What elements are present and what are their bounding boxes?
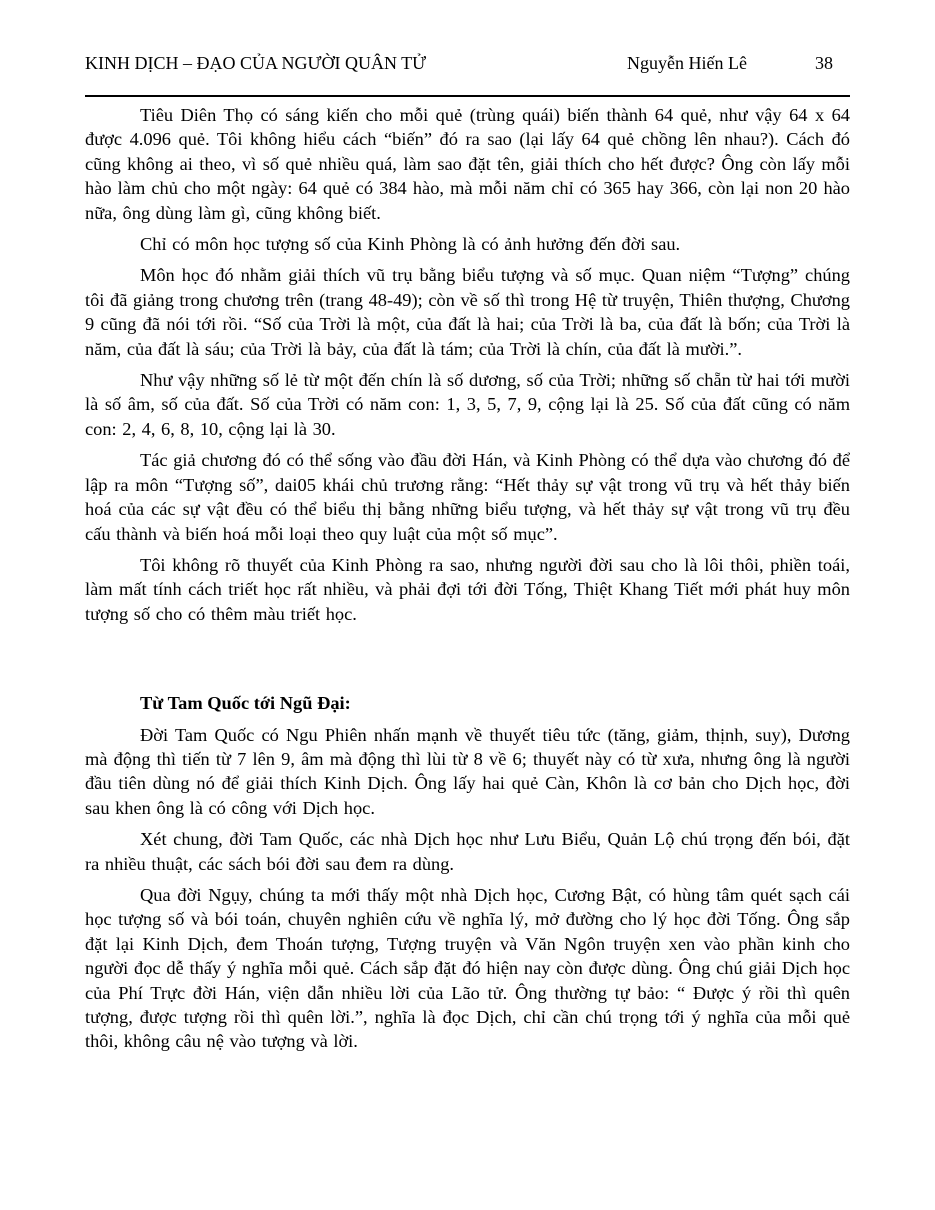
paragraph-tieu-dien-tho: Tiêu Diên Thọ có sáng kiến cho mỗi quẻ (trùng quái) biến thành 64 quẻ, như vậy 64 x 64 được 4.096 quẻ. Tôi không hiểu cách “biến” đó ra sao (lại lấy 64 quẻ chồng lên nhau?). Cách đó cũng không ai theo, vì số quẻ nhiều quá, làm sao đặt tên, giải thích cho hết được? Ông còn lấy mỗi hào làm chủ cho một ngày: 64 quẻ có 384 hào, mà mỗi năm chỉ có 365 hay 366, còn lại non 20 hào nữa, ông dùng làm gì, cũng không biết.: [85, 105, 850, 223]
header-rule: [85, 95, 850, 97]
paragraph-tac-gia-chuong-do: Tác giả chương đó có thể sống vào đầu đời Hán, và Kinh Phòng có thể dựa vào chương đó để lập ra môn “Tượng số”, dai05 khái chủ trương rằng: “Hết thảy sự vật trong vũ trụ và hết thảy biến hoá của các sự vật đều có thể biểu thị bằng những biểu tượng, và hết thảy sự vật trong vũ trụ đều cấu thành và biến hoá mỗi loại theo quy luật của một số mục”.: [85, 450, 850, 544]
paragraph-so-duong-so-am: Như vậy những số lẻ từ một đến chín là số dương, số của Trời; những số chẵn từ hai tới mười là số âm, số của đất. Số của Trời có năm con: 1, 3, 5, 7, 9, cộng lại là 25. Số của đất cũng có năm con: 2, 4, 6, 8, 10, cộng lại là 30.: [85, 370, 850, 439]
paragraph-toi-khong-ro-thuyet: Tôi không rõ thuyết của Kinh Phòng ra sao, nhưng người đời sau cho là lôi thôi, phiền toái, làm mất tính cách triết học rất nhiều, và phải đợi tới đời Tống, Thiệt Khang Tiết mới phát huy môn tượng số cho có thêm màu triết học.: [85, 554, 850, 624]
author-name: Nguyễn Hiến Lê: [627, 53, 747, 73]
page-number: 38: [815, 53, 833, 73]
paragraph-xet-chung: Xét chung, đời Tam Quốc, các nhà Dịch học như Lưu Biểu, Quản Lộ chú trọng đến bói, đặt ra nhiều thuật, các sách bói đời sau đem ra dùng.: [85, 829, 850, 874]
paragraph-qua-doi-nguy: Qua đời Ngụy, chúng ta mới thấy một nhà Dịch học, Cương Bật, có hùng tâm quét sạch cái học tượng số và bói toán, chuyên nghiên cứu về nghĩa lý, mở đường cho lý học đời Tống. Ông sắp đặt lại Kinh Dịch, đem Thoán tượng, Tượng truyện và Văn Ngôn truyện xen vào phần kinh cho người đọc dễ thấy ý nghĩa mỗi quẻ. Cách sắp đặt đó hiện nay còn được dùng. Ông chú giải Dịch học của Phí Trực đời Hán, viện dẫn nhiều lời của Lão tử. Ông thường tự bảo: “ Được ý rồi thì quên tượng, được tượng rồi thì quên lời.”, nghĩa là đọc Dịch, chỉ cần chú trọng tới ý nghĩa của mỗi quẻ thôi, không câu nệ vào tượng và lời.: [85, 884, 850, 1052]
page-header: [85, 0, 850, 74]
paragraph-doi-tam-quoc: Đời Tam Quốc có Ngu Phiên nhấn mạnh về thuyết tiêu tức (tăng, giảm, thịnh, suy), Dương mà động thì tiến từ 7 lên 9, âm mà động thì lùi từ 8 về 6; thuyết này có từ xưa, nhưng ông là người đầu tiên dùng nó để giải thích Kinh Dịch. Ông lấy hai quẻ Càn, Khôn là cơ bản cho Dịch học, đời sau khen ông là có công với Dịch học.: [85, 724, 850, 818]
paragraph-mon-hoc-tuong-so: Môn học đó nhằm giải thích vũ trụ bằng biểu tượng và số mục. Quan niệm “Tượng” chúng tôi đã giảng trong chương trên (trang 48-49); còn về số thì trong Hệ từ truyện, Thiên thượng, Chương 9 cũng đã nói tới rồi. “Số của Trời là một, của đất là hai; của Trời là ba, của đất là bốn; của Trời là năm, của đất là sáu; của Trời là bảy, của đất là tám; của Trời là chín, của đất là mười.”.: [85, 265, 850, 359]
section-heading-tu-tam-quoc: Từ Tam Quốc tới Ngũ Đại:: [140, 693, 351, 714]
page-body: [85, 103, 850, 1054]
paragraph-kinh-phong-influence: Chỉ có môn học tượng số của Kinh Phòng là có ảnh hưởng đến đời sau.: [140, 234, 681, 255]
book-title: KINH DỊCH – ĐẠO CỦA NGƯỜI QUÂN TỬ: [85, 53, 427, 73]
